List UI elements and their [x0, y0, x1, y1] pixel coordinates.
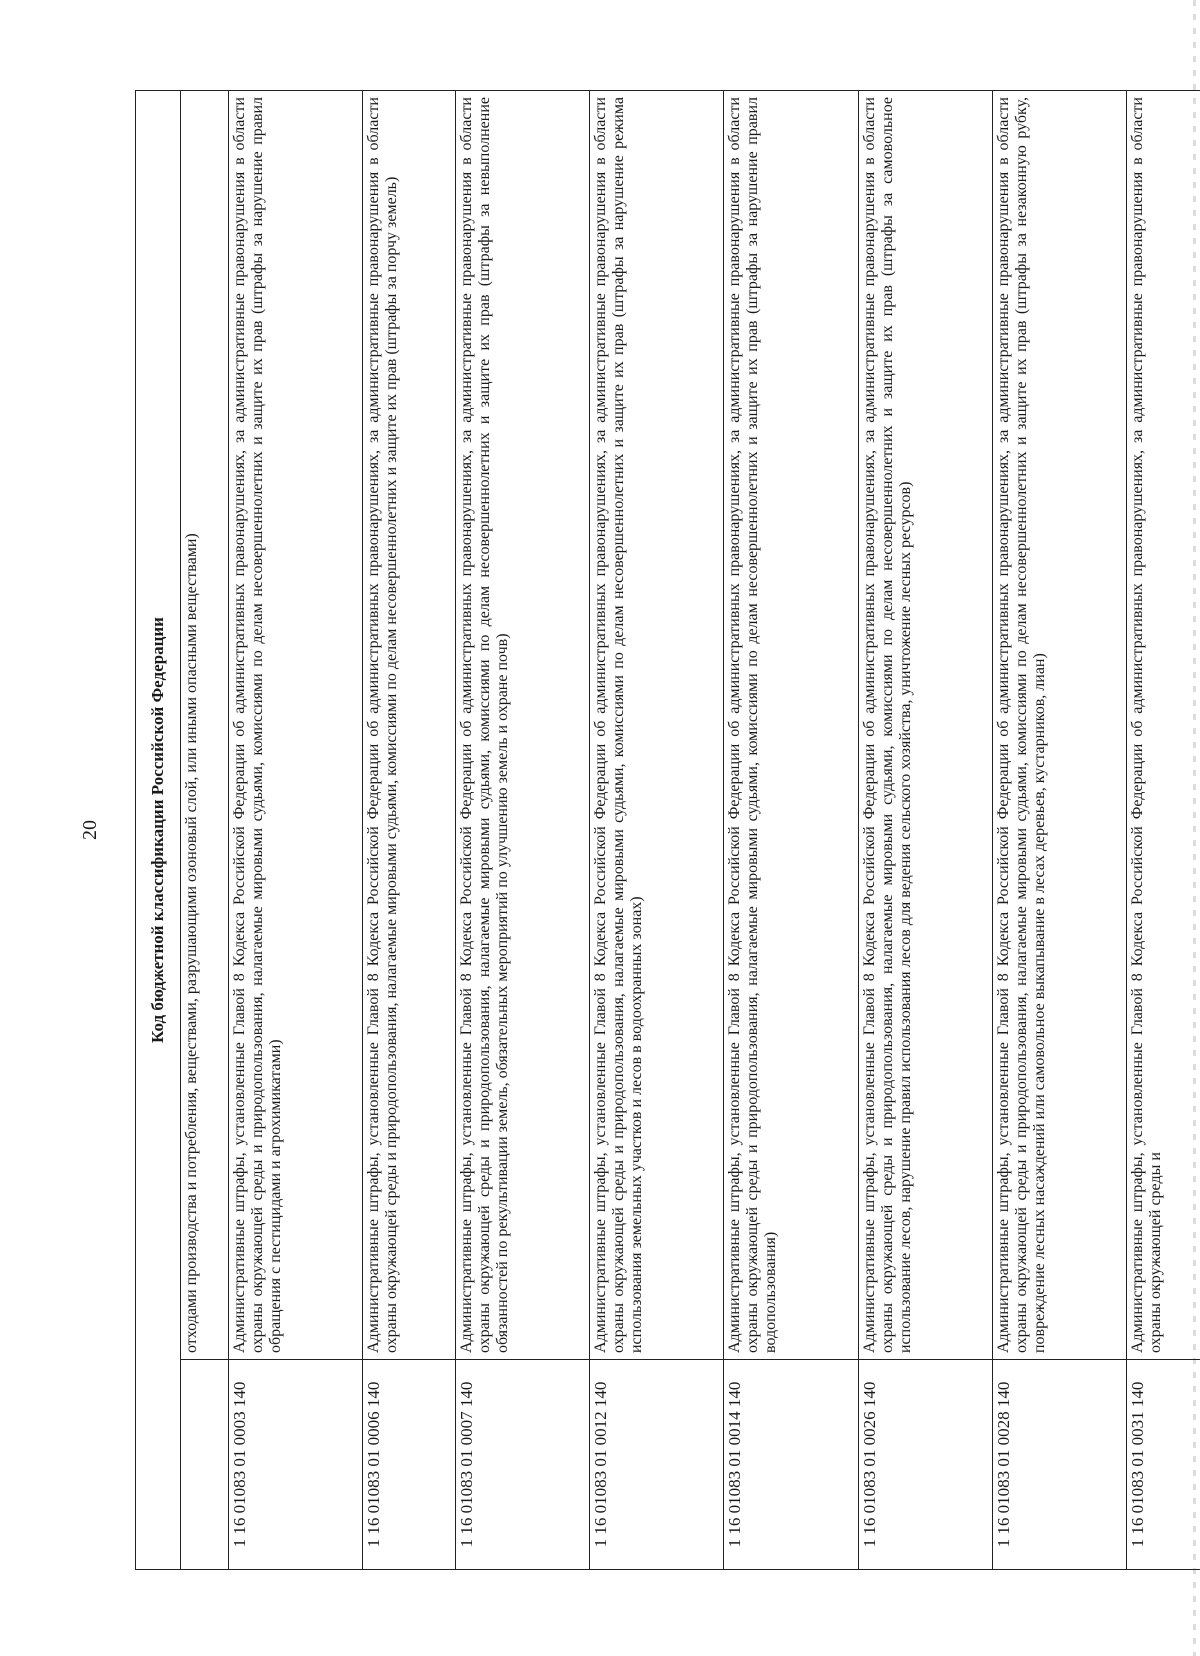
row-code: 1 16 01083 01 0007 140 [456, 1360, 590, 1570]
table-header: Код бюджетной классификации Российской Федерации [136, 91, 181, 1570]
row-description: отходами производства и потребления, веществами, разрушающими озоновый слой, или иными опасными веществами) [181, 91, 229, 1360]
row-description: Административные штрафы, установленные Главой 8 Кодекса Российской Федерации об административных правонарушениях, за административные правонарушения в области охраны окружающей среды и [1126, 91, 1200, 1360]
budget-classification-table [135, 90, 1200, 1570]
table-row [858, 91, 992, 1570]
row-code: 1 16 01083 01 0031 140 [1126, 1360, 1200, 1570]
table-row [1126, 91, 1200, 1570]
page-number: 20 [78, 820, 101, 840]
row-description: Административные штрафы, установленные Главой 8 Кодекса Российской Федерации об административных правонарушениях, за административные правонарушения в области охраны окружающей среды и природопользования, налагаемые мировыми судьями, комиссиями по делам несовершеннолетних и защите их прав (штрафы за невыполнение обязанностей по рекультивации земель, обязательных мероприятий по улучшению земель и охране почв) [456, 91, 590, 1360]
table-row [229, 91, 363, 1570]
row-code: 1 16 01083 01 0003 140 [229, 1360, 363, 1570]
rotated-content [135, 90, 1200, 1570]
row-code: 1 16 01083 01 0012 140 [590, 1360, 724, 1570]
table-row [363, 91, 456, 1570]
row-description: Административные штрафы, установленные Главой 8 Кодекса Российской Федерации об административных правонарушениях, за административные правонарушения в области охраны окружающей среды и природопользования, налагаемые мировыми судьями, комиссиями по делам несовершеннолетних и защите их прав (штрафы за нарушение правил обращения с пестицидами и агрохимикатами) [229, 91, 363, 1360]
table-row [181, 91, 229, 1570]
row-code: 1 16 01083 01 0014 140 [724, 1360, 858, 1570]
row-description: Административные штрафы, установленные Главой 8 Кодекса Российской Федерации об административных правонарушениях, за административные правонарушения в области охраны окружающей среды и природопользования, налагаемые мировыми судьями, комиссиями по делам несовершеннолетних и защите их прав (штрафы за нарушение правил водопользования) [724, 91, 858, 1360]
row-code: 1 16 01083 01 0026 140 [858, 1360, 992, 1570]
row-description: Административные штрафы, установленные Главой 8 Кодекса Российской Федерации об административных правонарушениях, за административные правонарушения в области охраны окружающей среды и природопользования, налагаемые мировыми судьями, комиссиями по делам несовершеннолетних и защите их прав (штрафы за незаконную рубку, повреждение лесных насаждений или самовольное выкапывание в лесах деревьев, кустарников, лиан) [992, 91, 1126, 1360]
row-description: Административные штрафы, установленные Главой 8 Кодекса Российской Федерации об административных правонарушениях, за административные правонарушения в области охраны окружающей среды и природопользования, налагаемые мировыми судьями, комиссиями по делам несовершеннолетних и защите их прав (штрафы за нарушение режима использования земельных участков и лесов в водоохранных зонах) [590, 91, 724, 1360]
table-row [992, 91, 1126, 1570]
row-code [181, 1360, 229, 1570]
row-code: 1 16 01083 01 0006 140 [363, 1360, 456, 1570]
table-row [590, 91, 724, 1570]
table-row [724, 91, 858, 1570]
row-description: Административные штрафы, установленные Главой 8 Кодекса Российской Федерации об административных правонарушениях, за административные правонарушения в области охраны окружающей среды и природопользования, налагаемые мировыми судьями, комиссиями по делам несовершеннолетних и защите их прав (штрафы за самовольное использование лесов, нарушение правил использования лесов для ведения сельского хозяйства, уничтожение лесных ресурсов) [858, 91, 992, 1360]
table-header-row [136, 91, 181, 1570]
row-code: 1 16 01083 01 0028 140 [992, 1360, 1126, 1570]
table-row [456, 91, 590, 1570]
row-description: Административные штрафы, установленные Главой 8 Кодекса Российской Федерации об административных правонарушениях, за административные правонарушения в области охраны окружающей среды и природопользования, налагаемые мировыми судьями, комиссиями по делам несовершеннолетних и защите их прав (штрафы за порчу земель) [363, 91, 456, 1360]
